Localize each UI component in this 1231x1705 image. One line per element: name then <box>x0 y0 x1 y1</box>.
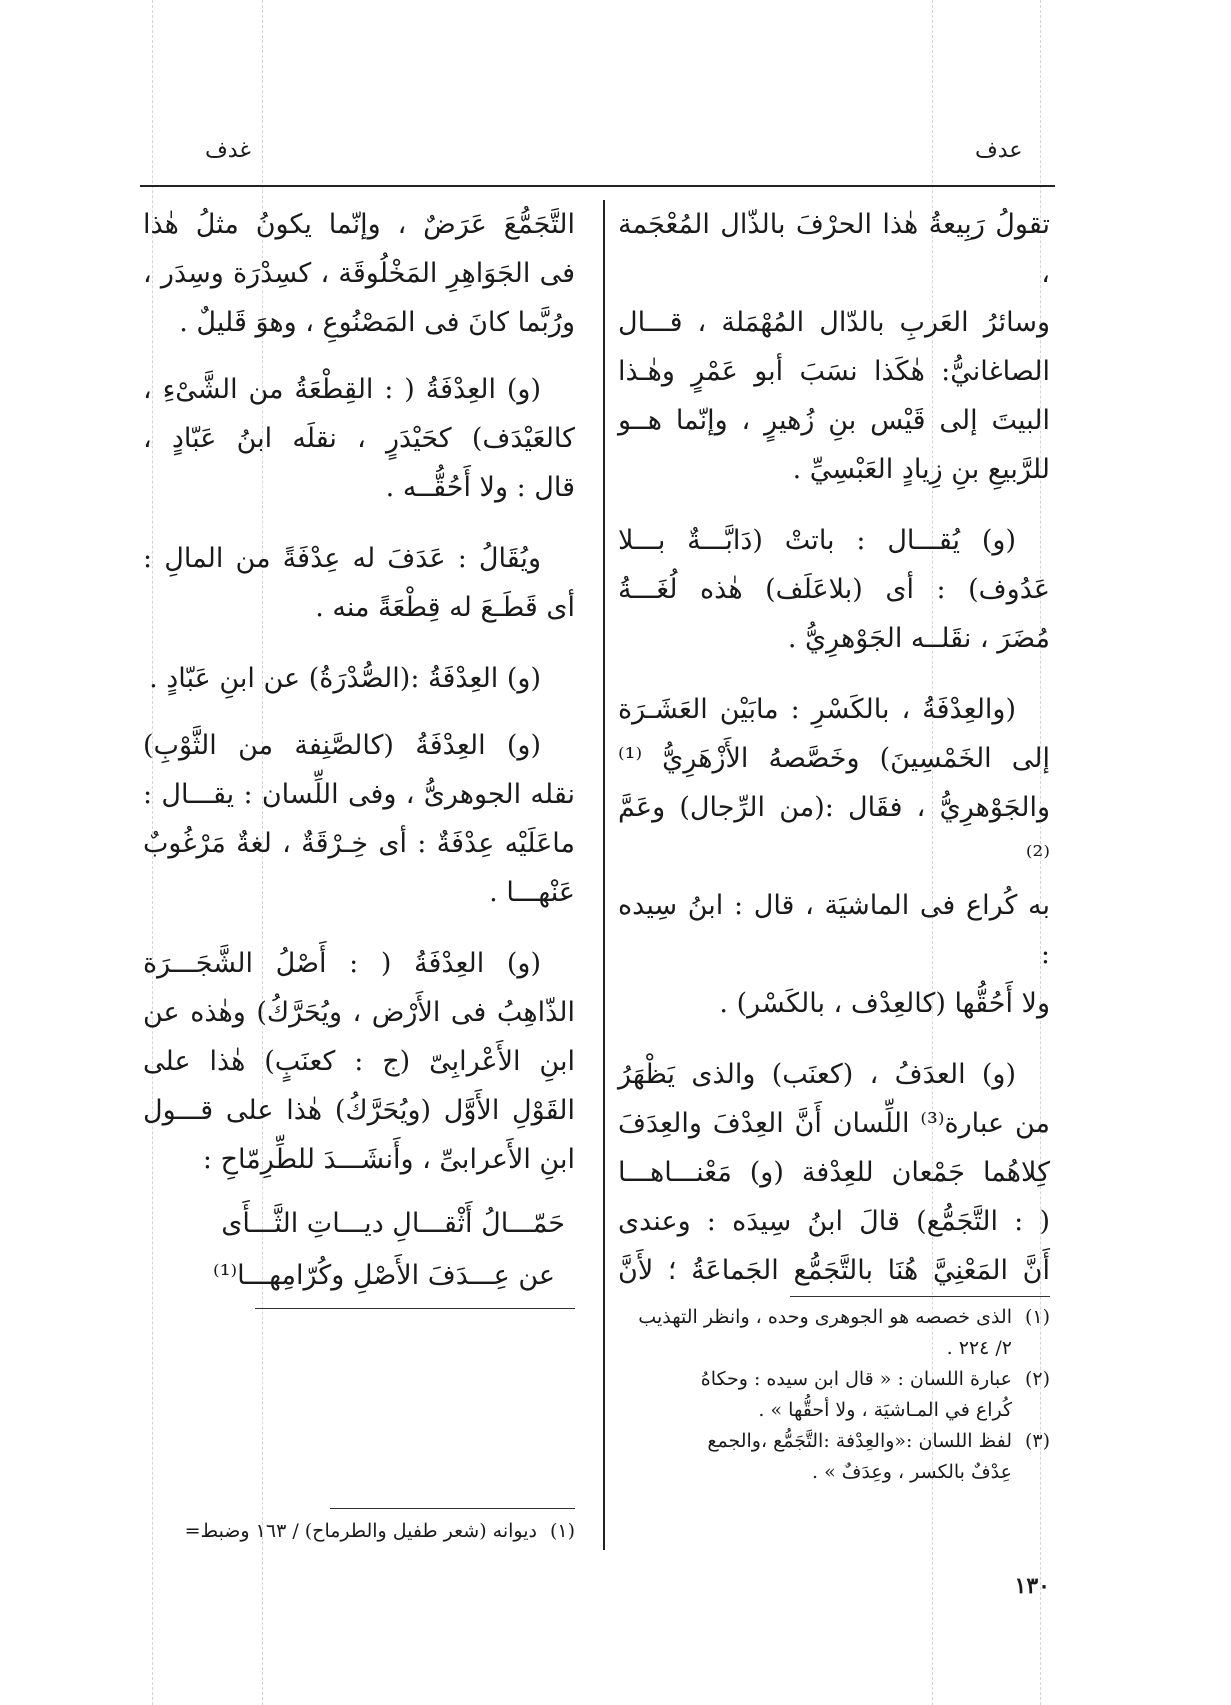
footnote <box>618 1364 1050 1426</box>
entry-paragraph <box>618 1050 1050 1295</box>
text-line: من عبارة⁽³⁾ اللِّسان أَنَّ العِدْفَ والعِدَفَ <box>618 1108 1051 1139</box>
footnote-text: ديوانه (شعر طفيل والطرماح) / ١٦٣ وضبط= <box>184 1520 537 1542</box>
text-line: (و) العِدْفَةُ (كالصَّنِفة من الثَّوْبِ) <box>143 730 541 761</box>
footnote-text: ٢/ ٢٢٤ . <box>946 1337 1012 1359</box>
text-line: (و) يُقـــال : باتتْ (دَابَّـــةٌ بـــلا <box>618 525 1016 556</box>
text-line: والجَوْهرِيُّ ، فقَال :(من الرِّجال) وعَمَّ ⁽²⁾ <box>618 792 1050 872</box>
text-line: ولا أَحُقُّها (كالعِدْف ، بالكَسْر) . <box>719 988 1050 1019</box>
text-line: البيتَ إلى قَيْس بنِ زُهيرٍ ، وإنّما هــو <box>618 405 1050 436</box>
footnotes-left <box>143 1516 575 1547</box>
text-line: عَدُوف) : أى (بلاعَلَف) هٰذه لُغَـــةُ <box>618 574 1050 605</box>
header-rule <box>140 185 1055 187</box>
entry-paragraph <box>143 365 575 512</box>
footnote-text: عبارة اللسان : « قال ابن سيده : وحكاهُ <box>700 1368 1012 1390</box>
left-column <box>143 200 575 1317</box>
footnote-text: كُراع في المـاشيَة ، ولا أحقُّها » . <box>758 1399 1012 1421</box>
text-line: ماعَلَيْه عِدْفَةٌ : أى خِـرْقَةٌ ، لغةٌ مَرْغُوبٌ <box>143 828 575 859</box>
text-line: فى الجَوَاهِرِ المَخْلُوقَة ، كسِدْرَة وسِدَر ، <box>143 258 575 289</box>
text-line: ويُقَالُ : عَدَفَ له عِدْفَةً من المالِ : <box>143 543 541 574</box>
footnote-number: (٢) <box>1024 1368 1050 1390</box>
footnote-text: عِدْفٌ بالكسر ، وعِدَفٌ » . <box>812 1461 1012 1483</box>
text-line: (و) العِدْفَةُ ( : القِطْعَةُ من الشَّىْءِ ، <box>143 374 541 405</box>
footnote <box>618 1302 1050 1364</box>
text-line: نقله الجوهرىُّ ، وفى اللِّسان : يقـــال : <box>143 779 575 810</box>
entry-paragraph <box>618 516 1050 663</box>
text-line: الذّاهِبُ فى الأَرْض ، ويُحَرَّكُ) وهٰذه عن <box>143 997 575 1028</box>
text-line: ( : التَّجَمُّع) قالَ ابنُ سِيدَه : وعندى <box>618 1206 1050 1237</box>
verse-hemistich: حَمّـــالُ أَثْقـــالِ ديـــاتِ الثَّـــأَى <box>221 1208 565 1239</box>
entry-paragraph <box>618 685 1050 1028</box>
entry-paragraph <box>143 654 575 703</box>
text-line: للرَّبيعِ بنِ زِيادٍ العَبْسِيِّ . <box>792 454 1050 485</box>
column-divider <box>603 200 605 1550</box>
poem-verse <box>143 1198 575 1309</box>
text-line: كِلاهُما جَمْعان للعِدْفة (و) مَعْنـــاهـــا <box>618 1157 1050 1188</box>
verse-rule <box>255 1308 575 1309</box>
text-line: عَنْهـــا . <box>489 877 575 908</box>
header-right-word: عدف <box>975 138 1023 163</box>
text-line: به كُراع فى الماشيَة ، قال : ابنُ سِيده : <box>618 890 1050 970</box>
footnote-number: (٣) <box>1024 1430 1050 1452</box>
text-line: ابنِ الأَعرابىِّ ، وأَنشَـــدَ للطِّرِمّاحِ : <box>202 1144 575 1175</box>
footnote <box>143 1516 575 1547</box>
text-line: أى قَطَـعَ له قِطْعَةً منه . <box>315 592 575 623</box>
text-line: (و) العدَفُ ، (كعنَب) والذى يَظْهَرُ <box>618 1059 1016 1090</box>
text-line: كالعَيْدَف) كحَيْدَرٍ ، نقلَه ابنُ عَبّادٍ ، <box>143 423 575 454</box>
text-line: (والعِدْفَةُ ، بالكَسْرِ : مابَيْن العَشَـرَة <box>618 694 1016 725</box>
entry-paragraph <box>143 534 575 632</box>
footnote-number: (١) <box>1024 1306 1050 1328</box>
text-line: التَّجَمُّعَ عَرَضٌ ، وإنّما يكونُ مثلُ هٰذا <box>143 209 575 240</box>
footnote-rule <box>790 1296 1050 1297</box>
footnote <box>618 1426 1050 1488</box>
entry-paragraph <box>143 200 575 347</box>
text-line: مُضَرَ ، نقَلــه الجَوْهرِيُّ . <box>787 623 1050 654</box>
entry-paragraph <box>618 200 1050 494</box>
text-line: ابنِ الأَعْرابِىّ (ج : كعنَبٍ) هٰذا على <box>143 1046 575 1077</box>
text-line: أَنَّ المَعْنِيَّ هُنَا بالتَّجَمُّع الجَماعَةُ ؛ لأَنَّ <box>618 1255 1050 1286</box>
text-line: تقولُ رَبِيعةُ هٰذا الحرْفَ بالذّال المُعْجَمة ، <box>618 209 1050 289</box>
text-line: القَوْلِ الأَوَّل (ويُحَرَّكُ) هٰذا على قـــول <box>143 1095 575 1126</box>
text-line: (و) العِدْفَةُ ( : أَصْلُ الشَّجَـــرَة <box>143 948 541 979</box>
footnote-text: الذى خصصه هو الجوهرى وحده ، وانظر التهذيب <box>638 1306 1012 1328</box>
footnotes-right <box>618 1302 1050 1488</box>
footnote-number: (١) <box>549 1520 575 1542</box>
entry-paragraph <box>143 721 575 917</box>
text-line: (و) العِدْفَةُ :(الصُّدْرَةُ) عن ابنِ عَبّادٍ . <box>149 663 541 694</box>
text-line: قال : ولا أَحُقُّــه . <box>385 472 575 503</box>
text-line: وسائرُ العَربِ بالدّال المُهْمَلة ، قـــال <box>618 307 1050 338</box>
footnote-text: لفظ اللسان :«والعِدْفة :التَّجَمُّع ،والجمع <box>707 1430 1012 1452</box>
entry-paragraph <box>143 939 575 1184</box>
right-column <box>618 200 1050 1309</box>
page-number: ١٣٠ <box>1014 1573 1050 1599</box>
footnote-rule <box>330 1508 575 1509</box>
header-left-word: غدف <box>205 138 251 163</box>
text-line: إلى الخَمْسِينَ) وخَصَّصهُ الأَزْهَرِيُّ ⁽¹⁾ <box>618 743 1050 774</box>
text-line: ورُبَّما كانَ فى المَصْنُوعِ ، وهوَ قَليلٌ . <box>179 307 575 338</box>
text-line: الصاغانيُّ: هٰكَذا نسَبَ أبو عَمْرٍ وهٰـذا <box>618 356 1050 387</box>
verse-hemistich: عن عِـــدَفَ الأَصْلِ وكُرّامِهـــا⁽¹⁾ <box>213 1260 555 1291</box>
